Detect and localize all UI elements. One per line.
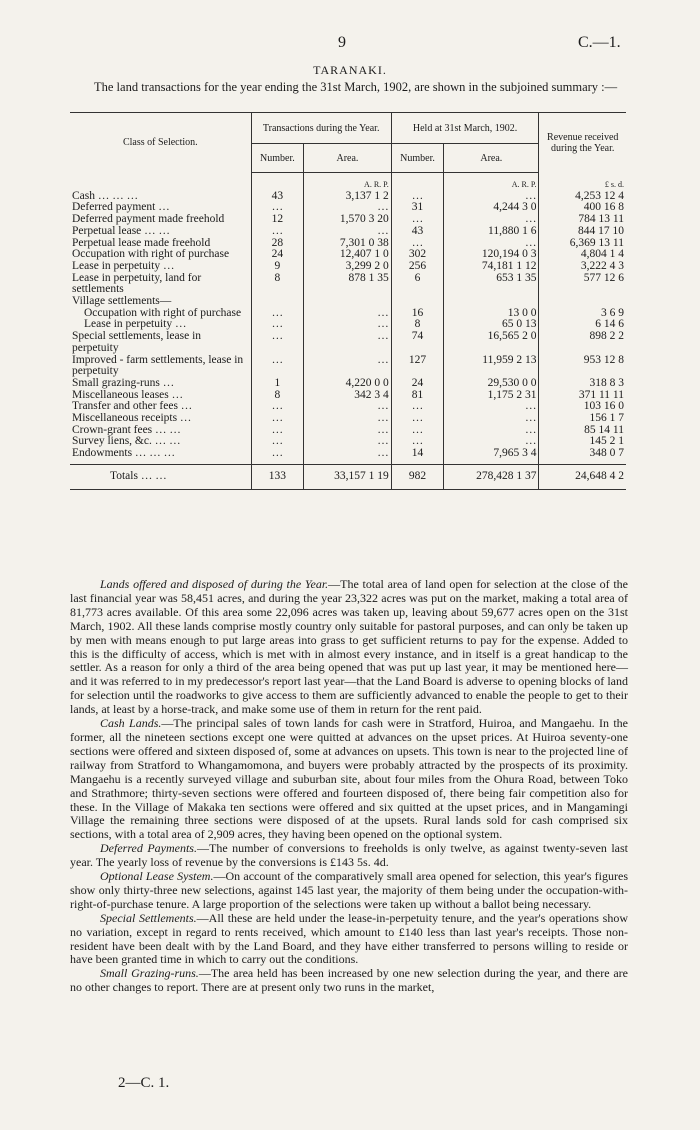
body-paragraph xyxy=(70,870,628,912)
paragraph-heading: Small Grazing-runs. xyxy=(100,966,199,981)
class-cell: Survey liens, &c. … … xyxy=(72,435,181,448)
area-cell: 16,565 2 0 xyxy=(444,331,539,354)
class-cell: Lease in perpetuity … xyxy=(84,318,187,331)
area-cell: 653 1 35 xyxy=(444,273,539,296)
intro-paragraph: The land transactions for the year ending the 31st March, 1902, are shown in the subjoined summary :— xyxy=(94,80,618,94)
number-cell: 31 xyxy=(391,202,444,214)
number-cell: 8 xyxy=(251,390,304,402)
body-paragraph xyxy=(70,842,628,870)
area-cell: 13 0 0 xyxy=(444,308,539,320)
body-paragraph xyxy=(70,912,628,968)
class-cell: Cash … … … xyxy=(72,189,139,202)
area-cell: 3,299 2 0 xyxy=(304,261,392,273)
number-cell: 24 xyxy=(251,249,304,261)
land-transactions-table xyxy=(70,112,626,490)
revenue-header: Revenue received during the Year. xyxy=(539,113,626,173)
number-cell: … xyxy=(251,425,304,437)
paragraph-text: —The total area of land open for selection at the close of the last financial year was 58,451 acres, and during the year 23,322 acres was put on the market, making a total area of 81,773 acres available. Of this area some 22,096 acres was taken up, leaving about 59,677 acres open on the 31st March, 1902. All these lands comprise mostly country only suitable for pastoral purposes, and can only be taken up by men with means enough to put large areas into grass to get sufficient returns to pay for the expense. Added to this is the difficulty of access, which is met with in almost every instance, and in itself is a great handicap to the settler. As a reason for only a third of the area being opened that was put up last year, it may be mentioned here—and it was referred to in my predecessor's report last year—that the Land Board is adverse to opening blocks of land for selection until the roadworks to give access to them are sufficiently advanced to enable the people to get to their lands, at least by a horse-track, and make some use of them in return for the rent paid. xyxy=(70,577,628,717)
area-cell: … xyxy=(444,436,539,448)
number-cell: … xyxy=(251,319,304,331)
held-group-header: Held at 31st March, 1902. xyxy=(391,113,539,144)
revenue-cell: 6 14 6 xyxy=(539,319,626,331)
totals-cell: 24,648 4 2 xyxy=(539,464,626,489)
area-cell: 1,175 2 31 xyxy=(444,390,539,402)
number-cell: 74 xyxy=(391,331,444,354)
paragraph-text: —The number of conversions to freeholds is only twelve, as against twenty-seven last year. The yearly loss of revenue by the conversions is £143 5s. 4d. xyxy=(70,841,628,870)
area-cell: … xyxy=(444,191,539,203)
footer-signature: 2—C. 1. xyxy=(118,1075,170,1091)
class-cell: Deferred payment made freehold xyxy=(72,213,225,226)
class-cell: Lease in perpetuity … xyxy=(72,259,175,272)
area-cell: 7,965 3 4 xyxy=(444,448,539,460)
number-cell: … xyxy=(391,436,444,448)
revenue-cell: 898 2 2 xyxy=(539,331,626,354)
number-cell: 43 xyxy=(251,191,304,203)
revenue-cell: 784 13 11 xyxy=(539,214,626,226)
class-cell: Special settlements, lease in perpetuity xyxy=(72,330,202,354)
number-cell: 127 xyxy=(391,355,444,378)
totals-cell: 982 xyxy=(391,464,444,489)
number-cell: … xyxy=(251,401,304,413)
area-cell: 65 0 13 xyxy=(444,319,539,331)
area-cell: 7,301 0 38 xyxy=(304,238,392,250)
number-cell: … xyxy=(391,191,444,203)
area-cell xyxy=(304,296,392,308)
totals-row xyxy=(70,464,626,489)
number-cell: … xyxy=(251,308,304,320)
class-cell: Perpetual lease made freehold xyxy=(72,236,211,249)
area-cell: … xyxy=(304,448,392,460)
area-cell: 4,220 0 0 xyxy=(304,378,392,390)
revenue-cell: 4,253 12 4 xyxy=(539,191,626,203)
area-cell: 4,244 3 0 xyxy=(444,202,539,214)
class-cell: Village settlements— xyxy=(72,295,172,308)
area-cell: 11,959 2 13 xyxy=(444,355,539,378)
body-paragraph xyxy=(70,967,628,995)
area-cell: … xyxy=(304,436,392,448)
revenue-cell: 400 16 8 xyxy=(539,202,626,214)
area-cell: … xyxy=(304,308,392,320)
revenue-cell: 156 1 7 xyxy=(539,413,626,425)
area-cell: … xyxy=(304,401,392,413)
number-cell: 12 xyxy=(251,214,304,226)
number-header-1: Number. xyxy=(251,144,304,173)
revenue-cell: 318 8 3 xyxy=(539,378,626,390)
page-number: 9 xyxy=(338,34,346,51)
area-cell: … xyxy=(444,401,539,413)
number-cell: 24 xyxy=(391,378,444,390)
table-row xyxy=(70,448,626,460)
paragraph-text: —All these are held under the lease-in-perpetuity tenure, and the year's operations show no variation, except in regard to rents received, which amount to £140 less than last year's receipts. Those non-resident have been dealt with by the Land Board, and they have either transferred to persons willing to reside or have been granted time in which to carry out the conditions. xyxy=(70,910,628,967)
area-cell: … xyxy=(444,214,539,226)
class-cell: Small grazing-runs … xyxy=(72,376,175,389)
class-cell: Occupation with right of purchase xyxy=(84,306,242,319)
number-cell: 16 xyxy=(391,308,444,320)
revenue-cell: 85 14 11 xyxy=(539,425,626,437)
number-header-2: Number. xyxy=(391,144,444,173)
area-cell: … xyxy=(304,331,392,354)
number-cell: 8 xyxy=(391,319,444,331)
area-cell: … xyxy=(304,319,392,331)
area-cell: … xyxy=(444,425,539,437)
table-row xyxy=(70,355,626,378)
area-units-2: A. R. P. xyxy=(444,173,539,191)
number-cell: … xyxy=(251,355,304,378)
number-cell: … xyxy=(391,425,444,437)
number-cell: 28 xyxy=(251,238,304,250)
revenue-cell: 145 2 1 xyxy=(539,436,626,448)
area-cell: 3,137 1 2 xyxy=(304,191,392,203)
area-cell: … xyxy=(304,425,392,437)
number-cell: … xyxy=(391,238,444,250)
number-cell: 6 xyxy=(391,273,444,296)
transactions-group-header: Transactions during the Year. xyxy=(251,113,391,144)
number-cell xyxy=(251,296,304,308)
class-cell: Endowments … … … xyxy=(72,447,176,460)
section-title: TARANAKI. xyxy=(313,63,387,77)
totals-label: Totals … … xyxy=(70,464,251,489)
number-cell xyxy=(391,296,444,308)
table-row xyxy=(70,413,626,425)
number-cell: 256 xyxy=(391,261,444,273)
number-cell: … xyxy=(251,202,304,214)
paragraph-text: —The principal sales of town lands for cash were in Stratford, Huiroa, and Mangaehu. In the former, all the nineteen sections except one were quitted at advances on the upset prices. At Huiroa seventy-one sections were offered and sixteen disposed of, some at advances on upsets. This town is near to the projected line of railway from Stratford to Whangamomona, and buyers were probably attracted by the prospects of its proximity. Mangaehu is a recently surveyed village and suburban site, about four miles from the Ohura Road, between Toko and Strathmore; thirty-seven sections were offered and fourteen disposed of, there being fair competition also for these. In the Village of Makaka ten sections were offered and six quitted at the upset prices, and in Mangamingi Village the remaining three sections were disposed of at the upsets. Rural lands sold for cash comprised six sections, with a total area of 2,909 acres, they having been opened on the optional system. xyxy=(70,716,628,842)
class-cell: Improved - farm settlements, lease in perpetuity xyxy=(72,353,244,378)
number-cell: 9 xyxy=(251,261,304,273)
revenue-cell: 371 11 11 xyxy=(539,390,626,402)
paragraph-heading: Cash Lands. xyxy=(100,716,162,731)
paragraph-heading: Deferred Payments. xyxy=(100,841,197,856)
area-cell: 878 1 35 xyxy=(304,273,392,296)
paragraph-text: —On account of the comparatively small area opened for selection, this year's figures show only thirty-three new selections, against 145 last year, the majority of them being under the occupation-with-right-of-purchase tenure. A large proportion of the selections were taken up without a ballot being necessary. xyxy=(70,869,628,911)
area-cell: 12,407 1 0 xyxy=(304,249,392,261)
revenue-cell: 3 6 9 xyxy=(539,308,626,320)
document-reference: C.—1. xyxy=(578,34,621,51)
money-units: £ s. d. xyxy=(539,173,626,191)
revenue-cell: 577 12 6 xyxy=(539,273,626,296)
area-header-1: Area. xyxy=(304,144,392,173)
area-cell: 29,530 0 0 xyxy=(444,378,539,390)
table-row xyxy=(70,273,626,296)
area-cell: 1,570 3 20 xyxy=(304,214,392,226)
revenue-cell: 844 17 10 xyxy=(539,226,626,238)
area-cell: … xyxy=(304,355,392,378)
page-header xyxy=(0,34,700,54)
number-cell: 14 xyxy=(391,448,444,460)
number-cell: 81 xyxy=(391,390,444,402)
revenue-cell: 6,369 13 11 xyxy=(539,238,626,250)
table-row xyxy=(70,226,626,238)
area-cell: … xyxy=(304,202,392,214)
area-cell: 11,880 1 6 xyxy=(444,226,539,238)
revenue-cell: 103 16 0 xyxy=(539,401,626,413)
area-cell: 120,194 0 3 xyxy=(444,249,539,261)
totals-cell: 278,428 1 37 xyxy=(444,464,539,489)
revenue-cell: 3,222 4 3 xyxy=(539,261,626,273)
number-cell: … xyxy=(251,436,304,448)
number-cell: … xyxy=(391,214,444,226)
area-cell: 342 3 4 xyxy=(304,390,392,402)
area-cell: … xyxy=(444,413,539,425)
revenue-cell: 953 12 8 xyxy=(539,355,626,378)
revenue-cell: 348 0 7 xyxy=(539,448,626,460)
paragraph-heading: Lands offered and disposed of during the Year. xyxy=(100,577,329,591)
revenue-cell: 4,804 1 4 xyxy=(539,249,626,261)
number-cell: … xyxy=(251,448,304,460)
area-cell: … xyxy=(444,238,539,250)
table-body xyxy=(70,173,626,490)
number-cell: 8 xyxy=(251,273,304,296)
area-header-2: Area. xyxy=(444,144,539,173)
class-cell: Lease in perpetuity, land for settlements xyxy=(72,271,202,296)
body-paragraph xyxy=(70,578,628,717)
totals-cell: 133 xyxy=(251,464,304,489)
body-paragraph xyxy=(70,717,628,842)
area-cell: … xyxy=(304,413,392,425)
class-cell: Miscellaneous receipts … xyxy=(72,412,192,425)
table-row xyxy=(70,296,626,308)
table-row xyxy=(70,261,626,273)
paragraph-heading: Special Settlements. xyxy=(100,910,197,925)
class-header: Class of Selection. xyxy=(70,113,251,173)
number-cell: … xyxy=(391,401,444,413)
paragraph-text: —The area held has been increased by one new selection during the year, and there are no other changes to report. There are at present only two runs in the market, xyxy=(70,966,629,995)
area-cell: … xyxy=(304,226,392,238)
revenue-cell xyxy=(539,296,626,308)
number-cell: … xyxy=(251,413,304,425)
number-cell: … xyxy=(251,331,304,354)
area-units-1: A. R. P. xyxy=(304,173,392,191)
class-cell: Occupation with right of purchase xyxy=(72,248,230,261)
class-cell: Miscellaneous leases … xyxy=(72,388,184,401)
class-cell: Deferred payment … xyxy=(72,201,170,214)
number-cell: 43 xyxy=(391,226,444,238)
class-cell: Perpetual lease … … xyxy=(72,224,171,237)
totals-cell: 33,157 1 19 xyxy=(304,464,392,489)
number-cell: … xyxy=(391,413,444,425)
body-text xyxy=(70,578,628,995)
number-cell: … xyxy=(251,226,304,238)
area-cell: 74,181 1 12 xyxy=(444,261,539,273)
number-cell: 302 xyxy=(391,249,444,261)
table-row xyxy=(70,378,626,390)
number-cell: 1 xyxy=(251,378,304,390)
table-row xyxy=(70,331,626,354)
paragraph-heading: Optional Lease System. xyxy=(100,869,214,884)
class-cell: Transfer and other fees … xyxy=(72,400,193,413)
area-cell xyxy=(444,296,539,308)
class-cell: Crown-grant fees … … xyxy=(72,423,181,436)
